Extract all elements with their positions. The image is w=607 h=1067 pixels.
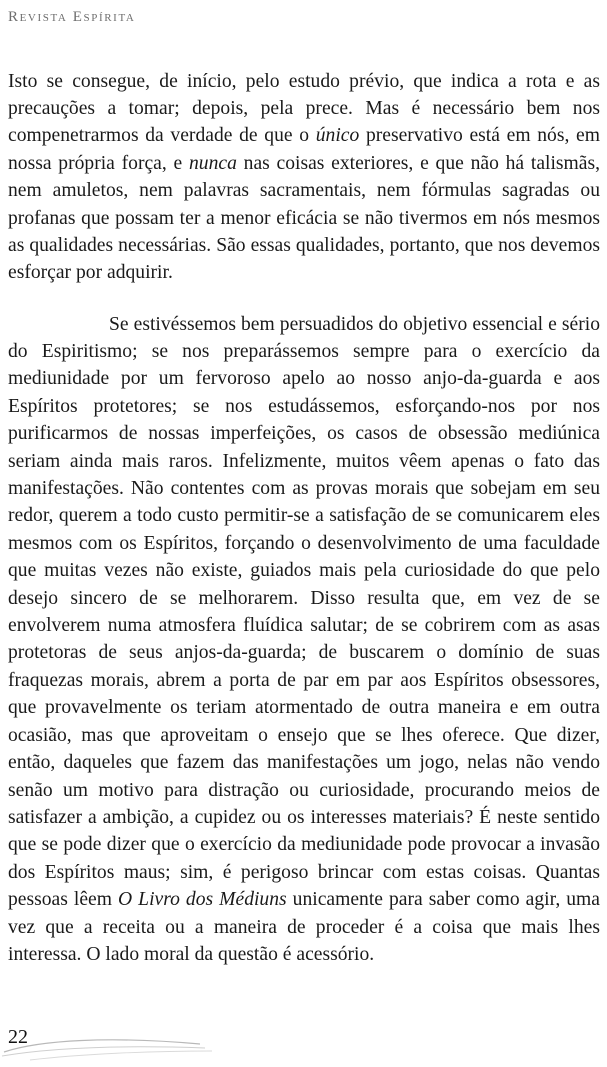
book-title: O Livro dos Médiuns bbox=[118, 889, 287, 911]
paragraph-1-text-c: nas coisas exteriores, e que não há talismãs, nem amuletos, nem palavras sacramentais, nem fórmulas sagradas ou profanas que possam ter a menor eficácia se não tivermos em nós mesmos as qualidades necessárias. São essas qualidades, portanto, que nos devemos esforçar por adquirir. bbox=[8, 152, 600, 284]
page-footer bbox=[0, 1018, 607, 1067]
running-header: Revista Espírita bbox=[8, 9, 136, 25]
paragraph-1-text-a: Isto se consegue, de início, pelo estudo prévio, que indica a rota e as precauções a tomar; depois, pela prece. Mas é necessário bem nos compenetrarmos da verdade de que o bbox=[8, 70, 600, 147]
emphasis-nunca: nunca bbox=[189, 152, 237, 174]
emphasis-unico: único bbox=[315, 125, 360, 147]
paragraph-1-text-b: preservativo está em nós, em nossa própria força, e bbox=[8, 125, 600, 174]
paragraph-2 bbox=[8, 291, 600, 988]
page-number: 22 bbox=[8, 1026, 28, 1048]
paragraph-2-text-a: Se estivéssemos bem persuadidos do objetivo essencial e sério do Espiritismo; se nos preparássemos sempre para o exercício da mediunidade por um fervoroso apelo ao nosso anjo-da-guarda e aos Espíritos protetores; se nos estudássemos, esforçando-nos por nos purificarmos de nossas imperfeições, os casos de obsessão mediúnica seriam ainda mais raros. Infelizmente, muitos vêem apenas o fato das manifestações. Não contentes com as provas morais que sobejam em seu redor, querem a todo custo permitir-se a satisfação de se comunicarem eles mesmos com os Espíritos, forçando o desenvolvimento de uma faculdade que muitas vezes não existe, guiados mais pela curiosidade do que pelo desejo sincero de se melhorarem. Disso resulta que, em vez de se envolverem numa atmosfera fluídica salutar; de se cobrirem com as asas protetoras de seus anjos-da-guarda; de buscarem o domínio de suas fraquezas morais, abrem a porta de par em par aos Espíritos obsessores, que provavelmente os teriam atormentado de outra maneira e em outra ocasião, mas que aproveitam o ensejo que se lhes oferece. Que dizer, então, daqueles que fazem das manifestações um jogo, nelas não vendo senão um motivo para distração ou curiosidade, procurando meios de satisfazer a ambição, a cupidez ou os interesses materiais? É neste sentido que se pode dizer que o exercício da mediunidade pode provocar a invasão dos Espíritos maus; sim, é perigoso brincar com estas coisas. Quantas pessoas lêem bbox=[8, 313, 600, 911]
paragraph-2-text-b: unicamente para saber como agir, uma vez que a receita ou a maneira de proceder é a coisa que mais lhes interessa. O lado moral da questão é acessório. bbox=[8, 889, 600, 965]
paragraph-1 bbox=[8, 48, 600, 306]
decorative-swoosh-icon bbox=[0, 1018, 220, 1067]
